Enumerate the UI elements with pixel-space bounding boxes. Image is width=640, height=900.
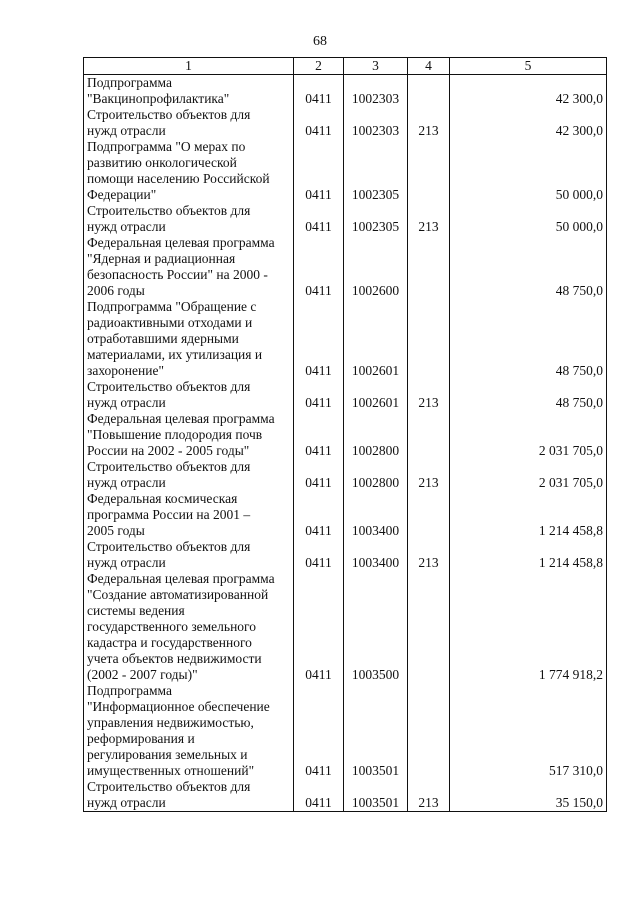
department-code-cell: 0411 (294, 779, 344, 812)
item-name-cell: Подпрограмма "Вакцинопрофилактика" (84, 75, 294, 108)
amount-cell: 2 031 705,0 (450, 411, 607, 459)
department-code-cell: 0411 (294, 683, 344, 779)
column-header-5: 5 (450, 58, 607, 75)
amount-cell: 1 774 918,2 (450, 571, 607, 683)
expense-type-cell: 213 (408, 779, 450, 812)
item-name-cell: Федеральная целевая программа "Ядерная и радиационная безопасность России" на 2000 - 2006 годы (84, 235, 294, 299)
target-article-cell: 1003501 (344, 683, 408, 779)
expense-type-cell: 213 (408, 379, 450, 411)
amount-cell: 50 000,0 (450, 139, 607, 203)
target-article-cell: 1002305 (344, 203, 408, 235)
target-article-cell: 1002303 (344, 107, 408, 139)
amount-cell: 48 750,0 (450, 379, 607, 411)
department-code-cell: 0411 (294, 235, 344, 299)
item-name-cell: Строительство объектов для нужд отрасли (84, 203, 294, 235)
department-code-cell: 0411 (294, 459, 344, 491)
amount-cell: 50 000,0 (450, 203, 607, 235)
item-name-cell: Строительство объектов для нужд отрасли (84, 779, 294, 812)
item-name-cell: Строительство объектов для нужд отрасли (84, 459, 294, 491)
department-code-cell: 0411 (294, 299, 344, 379)
item-name-cell: Строительство объектов для нужд отрасли (84, 539, 294, 571)
table-row (84, 75, 607, 108)
amount-cell: 35 150,0 (450, 779, 607, 812)
table-row (84, 683, 607, 779)
expense-type-cell (408, 491, 450, 539)
department-code-cell: 0411 (294, 139, 344, 203)
target-article-cell: 1003400 (344, 539, 408, 571)
expense-type-cell: 213 (408, 203, 450, 235)
column-header-1: 1 (84, 58, 294, 75)
column-header-3: 3 (344, 58, 408, 75)
target-article-cell: 1003500 (344, 571, 408, 683)
item-name-cell: Подпрограмма "О мерах по развитию онкологической помощи населению Российской Федерации" (84, 139, 294, 203)
expense-type-cell: 213 (408, 539, 450, 571)
amount-cell: 48 750,0 (450, 299, 607, 379)
expense-type-cell (408, 235, 450, 299)
item-name-cell: Подпрограмма "Обращение с радиоактивными отходами и отработавшими ядерными материалами, их утилизация и захоронение" (84, 299, 294, 379)
table-body (84, 75, 607, 812)
target-article-cell: 1003400 (344, 491, 408, 539)
amount-cell: 517 310,0 (450, 683, 607, 779)
target-article-cell: 1002800 (344, 459, 408, 491)
expense-type-cell: 213 (408, 107, 450, 139)
target-article-cell: 1003501 (344, 779, 408, 812)
table-row (84, 459, 607, 491)
page-number: 68 (313, 34, 327, 49)
table-row (84, 379, 607, 411)
target-article-cell: 1002600 (344, 235, 408, 299)
department-code-cell: 0411 (294, 491, 344, 539)
item-name-cell: Федеральная целевая программа "Создание автоматизированной системы ведения государственного земельного кадастра и государственного учета объектов недвижимости (2002 - 2007 годы)" (84, 571, 294, 683)
expense-type-cell (408, 571, 450, 683)
target-article-cell: 1002601 (344, 379, 408, 411)
expense-type-cell (408, 683, 450, 779)
table-row (84, 491, 607, 539)
target-article-cell: 1002305 (344, 139, 408, 203)
department-code-cell: 0411 (294, 107, 344, 139)
header-row (84, 58, 607, 75)
column-header-4: 4 (408, 58, 450, 75)
table-row (84, 107, 607, 139)
department-code-cell: 0411 (294, 379, 344, 411)
item-name-cell: Федеральная целевая программа "Повышение плодородия почв России на 2002 - 2005 годы" (84, 411, 294, 459)
expense-type-cell (408, 75, 450, 108)
department-code-cell: 0411 (294, 75, 344, 108)
expense-type-cell (408, 139, 450, 203)
department-code-cell: 0411 (294, 571, 344, 683)
expense-type-cell: 213 (408, 459, 450, 491)
table-row (84, 203, 607, 235)
item-name-cell: Подпрограмма "Информационное обеспечение управления недвижимостью, реформирования и регулирования земельных и имущественных отношений" (84, 683, 294, 779)
column-header-2: 2 (294, 58, 344, 75)
expense-type-cell (408, 299, 450, 379)
item-name-cell: Федеральная космическая программа России на 2001 – 2005 годы (84, 491, 294, 539)
amount-cell: 42 300,0 (450, 107, 607, 139)
amount-cell: 1 214 458,8 (450, 491, 607, 539)
department-code-cell: 0411 (294, 411, 344, 459)
budget-table (83, 57, 607, 812)
amount-cell: 48 750,0 (450, 235, 607, 299)
department-code-cell: 0411 (294, 539, 344, 571)
table-row (84, 779, 607, 812)
expense-type-cell (408, 411, 450, 459)
amount-cell: 2 031 705,0 (450, 459, 607, 491)
table-row (84, 139, 607, 203)
table-row (84, 411, 607, 459)
table-row (84, 571, 607, 683)
amount-cell: 1 214 458,8 (450, 539, 607, 571)
department-code-cell: 0411 (294, 203, 344, 235)
target-article-cell: 1002601 (344, 299, 408, 379)
target-article-cell: 1002800 (344, 411, 408, 459)
table-header (84, 58, 607, 75)
item-name-cell: Строительство объектов для нужд отрасли (84, 107, 294, 139)
table-row (84, 539, 607, 571)
target-article-cell: 1002303 (344, 75, 408, 108)
table-row (84, 235, 607, 299)
item-name-cell: Строительство объектов для нужд отрасли (84, 379, 294, 411)
amount-cell: 42 300,0 (450, 75, 607, 108)
table-row (84, 299, 607, 379)
